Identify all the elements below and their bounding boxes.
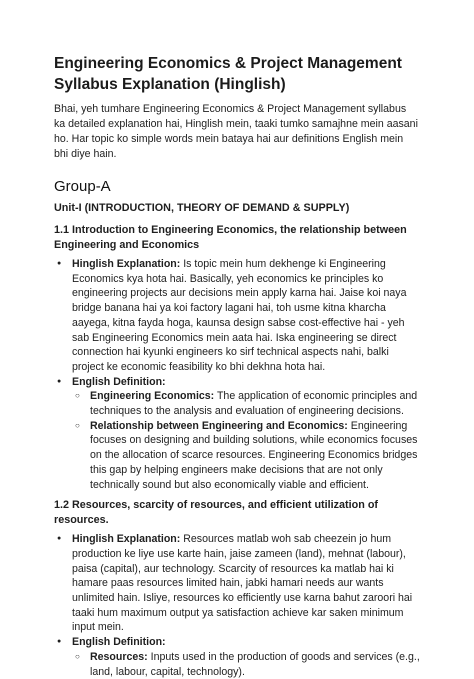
section-heading-1-1: 1.1 Introduction to Engineering Economics, the relationship between Engineering and Economics xyxy=(54,224,407,251)
english-label: English Definition: xyxy=(72,636,166,649)
unit-heading: Unit-I (INTRODUCTION, THEORY OF DEMAND & SUPPLY) xyxy=(54,202,350,214)
hinglish-label: Hinglish Explanation: xyxy=(72,533,181,546)
hinglish-text: Resources matlab woh sab cheezein jo hum production ke liye use karte hain, jaise zameen (land), mehnat (labour), paisa (capital), aur technology. Scarcity of resources ka matlab hai ki hamare paas resources limited hain, jabki hamari needs aur wants unlimited hain. Isliye, resources ko efficiently use karna bahut zaroori hai taaki hum maximum output ya satisfaction achieve kar saken minimum input mein. xyxy=(72,533,413,634)
definition-text: Engineering focuses on designing and building solutions, while economics focuses on the allocation of scarce resources. Engineering Economics bridges this gap by helping engineers make decisions that are not only technically sound but also economically viable and efficient. xyxy=(90,419,418,491)
section-1-2-list xyxy=(54,532,420,679)
definition-item xyxy=(72,389,420,418)
hinglish-explanation-item xyxy=(54,257,420,375)
english-definition-item xyxy=(54,635,420,679)
english-label: English Definition: xyxy=(72,375,166,388)
definition-term: Engineering Economics: xyxy=(90,390,215,403)
definition-text: The application of economic principles and techniques to the analysis and evaluation of engineering decisions. xyxy=(90,390,418,418)
hinglish-explanation-item xyxy=(54,532,420,635)
definition-item xyxy=(72,650,420,679)
document-title: Engineering Economics & Project Management Syllabus Explanation (Hinglish) xyxy=(54,55,402,93)
definition-term: Resources: xyxy=(90,650,148,663)
hinglish-text: Is topic mein hum dekhenge ki Engineering Economics kya hota hai. Basically, yeh economics ke principles ko engineering projects aur decisions mein apply karna hai. Jaise koi naya bridge banana hai ya koi factory lagani hai, toh usme kitna kharcha aayega, kitna fayda hoga, kaunsa design sabse cost-effective hai - yeh sab Engineering Economics mein aata hai. Iska engineering se direct connection hai kyunki engineers ko sirf technical aspects nahi, balki project ke economic feasibility ko bhi dekhna hota hai. xyxy=(72,258,407,373)
definition-term: Relationship between Engineering and Economics: xyxy=(90,419,348,432)
group-heading: Group-A xyxy=(54,178,111,195)
intro-paragraph: Bhai, yeh tumhare Engineering Economics & Project Management syllabus ka detailed explanation hai, Hinglish mein, taaki tumko samajhne mein aasani ho. Har topic ko simple words mein bataya hai aur definitions English mein bhi diye hain. xyxy=(54,103,418,160)
definitions-list xyxy=(72,650,420,679)
hinglish-label: Hinglish Explanation: xyxy=(72,258,181,270)
definition-text: Inputs used in the production of goods and services (e.g., land, labour, capital, technology). xyxy=(90,650,420,678)
definition-item xyxy=(72,419,420,493)
section-1-1-list xyxy=(54,257,420,492)
section-heading-1-2: 1.2 Resources, scarcity of resources, and efficient utilization of resources. xyxy=(54,499,379,527)
english-definition-item xyxy=(54,375,420,493)
definitions-list xyxy=(72,389,420,492)
